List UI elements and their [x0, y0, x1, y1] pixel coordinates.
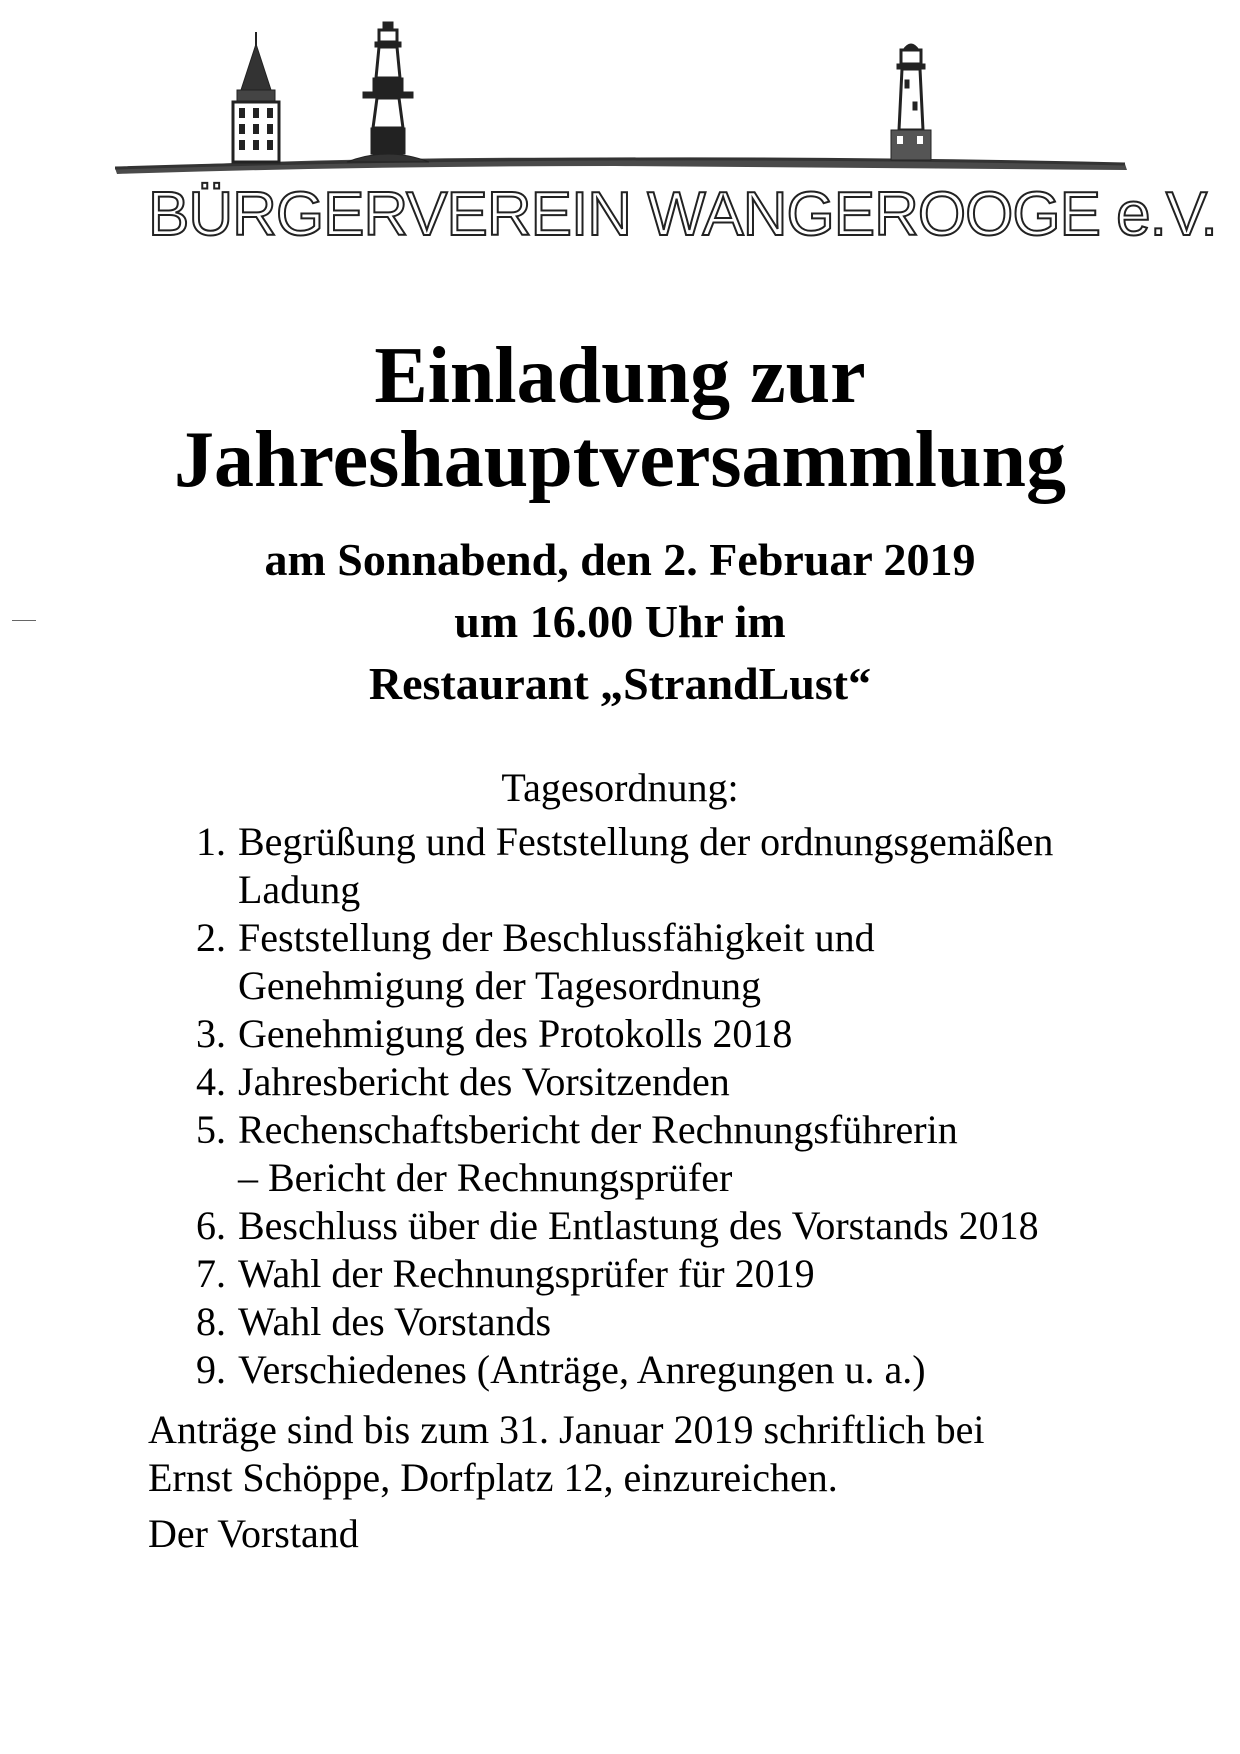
agenda-item-continuation: Genehmigung der Tagesordnung: [238, 963, 762, 1008]
agenda-item-line: Begrüßung und Feststellung der ordnungsgemäßen: [238, 819, 1054, 864]
agenda-item: [160, 1346, 1160, 1394]
agenda-item: [160, 1202, 1160, 1250]
agenda-item-number: 2.: [196, 915, 226, 960]
agenda-item: [160, 1106, 1160, 1202]
signature: Der Vorstand: [148, 1511, 359, 1556]
agenda-heading: Tagesordnung:: [501, 765, 739, 810]
lighthouse-icon: [347, 22, 429, 162]
old-lighthouse-icon: [891, 44, 931, 160]
agenda-item-number: 8.: [196, 1299, 226, 1344]
agenda-item-line: Beschluss über die Entlastung des Vorstands 2018: [238, 1203, 1039, 1248]
venue-line: Restaurant „StrandLust“: [368, 658, 872, 709]
agenda-item-number: 9.: [196, 1347, 226, 1392]
agenda-item: [160, 1250, 1160, 1298]
agenda-item-continuation: – Bericht der Rechnungsprüfer: [238, 1155, 733, 1200]
agenda-item-line: Rechenschaftsbericht der Rechnungsführerin: [238, 1107, 958, 1152]
agenda-item-number: 5.: [196, 1107, 226, 1152]
agenda-item-number: 3.: [196, 1011, 226, 1056]
agenda-item-number: 1.: [196, 819, 226, 864]
agenda-item-text: [238, 818, 1160, 914]
title-line-1: Einladung zur: [374, 332, 866, 420]
agenda-item-number: 7.: [196, 1251, 226, 1296]
agenda-item: [160, 818, 1160, 914]
agenda-item-number: 6.: [196, 1203, 226, 1248]
church-tower-icon: [233, 32, 279, 162]
agenda-item-line: Verschiedenes (Anträge, Anregungen u. a.): [238, 1347, 926, 1392]
agenda-item-text: [238, 914, 1160, 1010]
agenda-item: [160, 914, 1160, 1010]
title-line-2: Jahreshauptversammlung: [174, 416, 1066, 504]
agenda-item-line: Genehmigung des Protokolls 2018: [238, 1011, 793, 1056]
agenda-item-line: Feststellung der Beschlussfähigkeit und: [238, 915, 875, 960]
agenda-item-line: Wahl des Vorstands: [238, 1299, 552, 1344]
agenda-item-number: 4.: [196, 1059, 226, 1104]
club-logo: [115, 18, 1135, 178]
date-line: am Sonnabend, den 2. Februar 2019: [264, 534, 976, 585]
organization-name: BÜRGERVEREIN WANGEROOGE e.V.: [148, 180, 1217, 249]
agenda-item: [160, 1058, 1160, 1106]
agenda-item-line: Jahresbericht des Vorsitzenden: [238, 1059, 730, 1104]
agenda-item-line: Wahl der Rechnungsprüfer für 2019: [238, 1251, 815, 1296]
agenda-list: [160, 818, 1160, 1394]
agenda-item: [160, 1298, 1160, 1346]
submission-note-line-1: Anträge sind bis zum 31. Januar 2019 schriftlich bei: [148, 1407, 985, 1452]
agenda-item-continuation: Ladung: [238, 867, 361, 912]
submission-note-line-2: Ernst Schöppe, Dorfplatz 12, einzureichen.: [148, 1455, 838, 1500]
time-line: um 16.00 Uhr im: [454, 596, 786, 647]
agenda-item: [160, 1010, 1160, 1058]
agenda-item-text: [238, 1106, 1160, 1202]
